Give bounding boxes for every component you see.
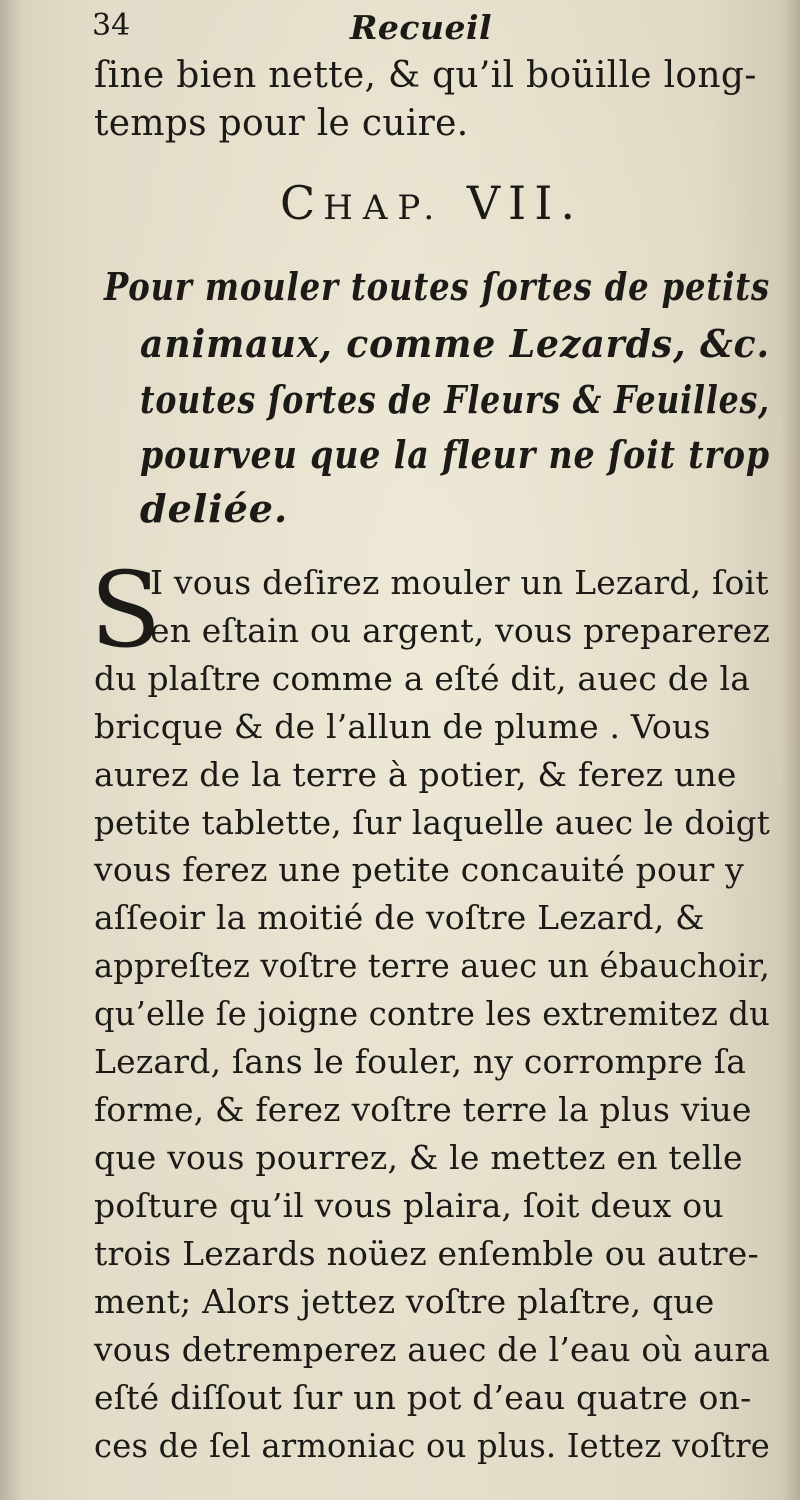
body-line: vous ferez une petite concauité pour y [94, 850, 744, 889]
body-line: poſture qu’il vous plaira, ſoit deux ou [94, 1186, 724, 1225]
page-edge-shadow [782, 0, 800, 1500]
body-line: du plaſtre comme a eſté dit, auec de la [94, 659, 751, 698]
body-line: vous detremperez auec de l’eau où aura [94, 1330, 771, 1369]
running-head [92, 8, 720, 48]
body-line: aſſeoir la moitié de voſtre Lezard, & [94, 898, 705, 937]
chapter-title-line: pourveu que la fleur ne ſoit trop [140, 432, 771, 477]
body-line: trois Lezards noüez enſemble ou autre- [94, 1234, 759, 1273]
previous-section-line: temps pour le cuire. [94, 103, 469, 144]
body-line: ment; Alors jettez voſtre plaſtre, que [94, 1282, 715, 1321]
previous-section-line: ſine bien nette, & qu’il boüille long- [94, 55, 757, 96]
body-line: que vous pourrez, & le mettez en telle [94, 1138, 743, 1177]
running-title: Recueil [350, 8, 493, 47]
page-gutter-shadow [0, 0, 24, 1500]
chapter-heading [280, 176, 584, 230]
body-line: bricque & de l’allun de plume . Vous [94, 707, 711, 746]
body-line: Lezard, ſans le fouler, ny corrompre ſa [94, 1042, 747, 1081]
chapter-title-line: animaux, comme Lezards, &c. [140, 321, 770, 366]
body-line: eſté diſſout ſur un pot d’eau quatre on- [94, 1378, 752, 1417]
chapter-title-line: deliée. [140, 486, 289, 531]
body-line: en eſtain ou argent, vous preparerez [150, 611, 771, 650]
body-line: qu’elle ſe joigne contre les extremitez du [94, 994, 771, 1033]
body-line: ces de ſel armoniac ou plus. Iettez voſtre [94, 1426, 771, 1465]
chapter-number: VII. [466, 176, 584, 230]
drop-cap: S [90, 549, 162, 671]
chapter-title-line: toutes ſortes de Fleurs & Feuilles, [140, 377, 771, 422]
body-line: I vous deſirez mouler un Lezard, ſoit [150, 563, 769, 602]
body-line: forme, & ferez voſtre terre la plus viue [94, 1090, 752, 1129]
chapter-title-line: Pour mouler toutes ſortes de petits [104, 264, 770, 309]
body-line: aurez de la terre à potier, & ferez une [94, 755, 737, 794]
body-line: petite tablette, ſur laquelle auec le doigt [94, 803, 770, 842]
page-number: 34 [92, 8, 131, 43]
chapter-heading-rest: HAP. [323, 188, 445, 228]
chapter-heading-initial: C [280, 176, 324, 230]
body-line: appreſtez voſtre terre auec un ébauchoir, [94, 946, 770, 985]
